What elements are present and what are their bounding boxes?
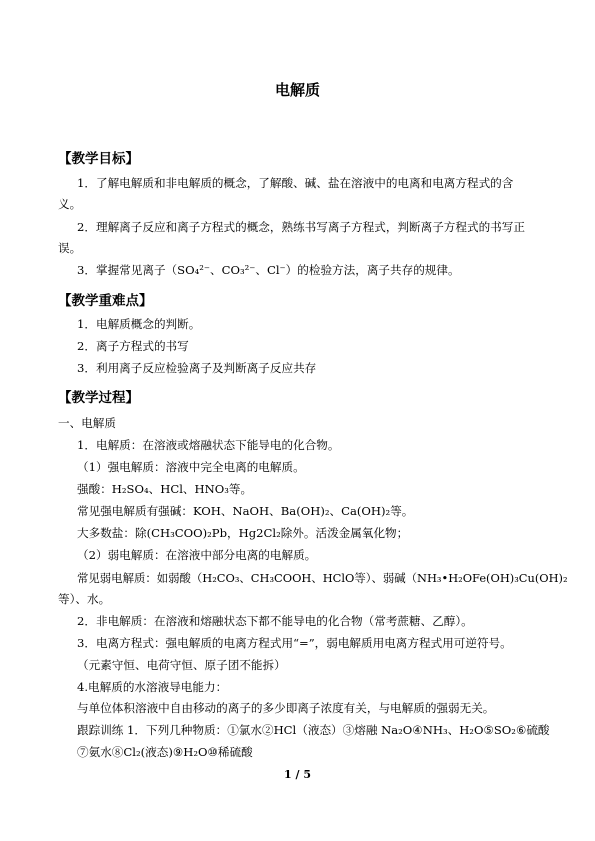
process-line: 与单位体积溶液中自由移动的离子的多少即离子浓度有关，与电解质的强弱无关。 — [77, 701, 495, 715]
process-line: ⑦氨水⑧Cl₂(液态)⑨H₂O⑩稀硫酸 — [77, 745, 253, 759]
process-line: （1）强电解质：溶液中完全电离的电解质。 — [77, 460, 305, 474]
section-heading-process: 【教学过程】 — [58, 390, 139, 406]
goal-line: 2．理解离子反应和离子方程式的概念，熟练书写离子方程式，判断离子方程式的书写正 — [77, 220, 525, 234]
document-title: 电解质 — [274, 81, 320, 99]
goal-line: 1．了解电解质和非电解质的概念，了解酸、碱、盐在溶液中的电离和电离方程式的含 — [77, 176, 514, 190]
process-line: （元素守恒、电荷守恒、原子团不能拆） — [77, 658, 286, 672]
goal-line: 误。 — [58, 241, 82, 255]
process-line: 等）、水。 — [58, 592, 111, 606]
process-line: 3．电离方程式：强电解质的电离方程式用“=”，弱电解质用电离方程式用可逆符号。 — [77, 636, 512, 650]
keypoint-line: 1．电解质概念的判断。 — [77, 317, 201, 331]
page-number: 1 / 5 — [284, 768, 311, 781]
process-line: 跟踪训练 1．下列几种物质：①氯水②HCl（液态）③熔融 Na₂O④NH₃、H₂O⑤SO₂⑥硫酸 — [77, 723, 550, 737]
goal-line: 3．掌握常见离子（SO₄²⁻、CO₃²⁻、Cl⁻）的检验方法，离子共存的规律。 — [77, 263, 460, 277]
process-line: 2．非电解质：在溶液和熔融状态下都不能导电的化合物（常考蔗糖、乙醇）。 — [77, 614, 473, 628]
section-heading-keypoints: 【教学重难点】 — [58, 293, 153, 309]
process-line: 4.电解质的水溶液导电能力： — [77, 680, 228, 694]
keypoint-line: 3．利用离子反应检验离子及判断离子反应共存 — [77, 361, 317, 375]
keypoint-line: 2．离子方程式的书写 — [77, 339, 189, 353]
process-line: 常见弱电解质：如弱酸（H₂CO₃、CH₃COOH、HClO等）、弱碱（NH₃•H₂OFe(OH)₃Cu(OH)₂ — [77, 571, 568, 585]
process-line: 常见强电解质有强碱：KOH、NaOH、Ba(OH)₂、Ca(OH)₂等。 — [77, 504, 414, 518]
goal-line: 义。 — [58, 197, 82, 211]
process-line: 一、电解质 — [58, 416, 116, 430]
process-line: （2）弱电解质：在溶液中部分电离的电解质。 — [77, 548, 317, 562]
process-line: 1．电解质：在溶液或熔融状态下能导电的化合物。 — [77, 438, 340, 452]
process-line: 强酸：H₂SO₄、HCl、HNO₃等。 — [77, 482, 253, 496]
process-line: 大多数盐：除(CH₃COO)₂Pb，Hg2Cl₂除外。活泼金属氧化物； — [77, 526, 409, 540]
section-heading-goals: 【教学目标】 — [58, 151, 139, 167]
